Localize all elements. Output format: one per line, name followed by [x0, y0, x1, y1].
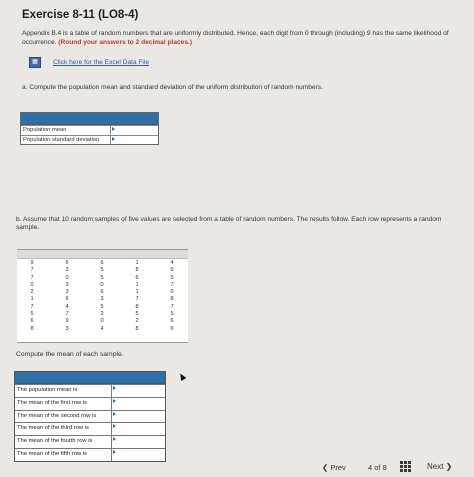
sample-value: 7 [30, 274, 34, 281]
sample-value: 2 [100, 311, 104, 318]
sample-value: 6 [100, 289, 104, 296]
second-row-mean-label: The mean of the second row is [15, 411, 112, 423]
third-row-mean-label: The mean of the third row is [15, 423, 112, 435]
sample-column [132, 260, 142, 333]
samples-table-header [17, 250, 188, 259]
compute-mean-label: Compute the mean of each sample. [16, 351, 124, 358]
prev-button[interactable]: ❮ Prev [322, 463, 346, 472]
sample-value: 3 [65, 289, 69, 296]
sample-value: 7 [170, 281, 174, 288]
sample-value: 3 [65, 325, 69, 332]
rounding-instruction: (Round your answers to 2 decimal places.) [58, 38, 193, 46]
grid-menu-icon[interactable] [400, 461, 411, 472]
table-row [15, 397, 165, 410]
table-row [15, 410, 165, 423]
sample-value: 1 [135, 289, 139, 296]
page-indicator: 4 of 8 [368, 463, 387, 472]
sample-value: 1 [30, 296, 34, 303]
exercise-title: Exercise 8-11 (LO8-4) [22, 9, 139, 21]
sample-value: 6 [170, 325, 174, 332]
sample-value: 2 [30, 289, 34, 296]
population-sd-input[interactable] [111, 136, 158, 145]
sample-value: 6 [170, 318, 174, 325]
excel-file-icon[interactable]: ▦ [29, 57, 41, 68]
sample-value: 0 [100, 318, 104, 325]
mouse-cursor-icon [178, 372, 187, 381]
part-a-question: a. Compute the population mean and standard deviation of the uniform distribution of random numbers. [22, 84, 323, 91]
fourth-row-mean-input[interactable] [112, 436, 165, 448]
sample-value: 0 [100, 281, 104, 288]
sample-value: 9 [30, 260, 34, 266]
input-marker-icon [113, 437, 116, 441]
sample-value: 7 [170, 303, 174, 310]
sample-value: 5 [100, 303, 104, 310]
sample-value: 5 [170, 311, 174, 318]
sample-value: 7 [30, 303, 34, 310]
sample-value: 7 [30, 267, 34, 274]
sample-value: 7 [135, 296, 139, 303]
sample-value: 6 [65, 296, 69, 303]
part-a-table-header [21, 113, 158, 125]
table-row [15, 422, 165, 435]
intro-text [22, 30, 462, 47]
sample-value: 8 [170, 296, 174, 303]
sample-value: 5 [100, 274, 104, 281]
excel-link-row[interactable] [29, 57, 149, 68]
population-mean-row-label: The population mean is [15, 385, 112, 397]
population-mean-input[interactable] [111, 126, 158, 135]
sample-column [27, 260, 37, 333]
input-marker-icon [112, 127, 115, 131]
intro-body: Appendix B.4 is a table of random numbers that are uniformly distributed. Hence, each digit from 0 through (including) 9 has the same likelihood of occurrence. [22, 30, 449, 46]
sample-value: 7 [65, 311, 69, 318]
sample-column [167, 260, 177, 333]
random-samples-table [17, 249, 188, 343]
sample-value: 4 [65, 303, 69, 310]
sample-value: 8 [135, 325, 139, 332]
population-sd-label: Population standard deviation [21, 136, 111, 145]
table-row [15, 435, 165, 448]
fifth-row-mean-label: The mean of the fifth row is [15, 449, 112, 461]
population-mean-answer-input[interactable] [112, 385, 165, 397]
sample-value: 0 [65, 274, 69, 281]
sample-value: 9 [65, 318, 69, 325]
sample-value: 8 [135, 267, 139, 274]
sample-value: 6 [30, 318, 34, 325]
sample-value: 8 [135, 303, 139, 310]
second-row-mean-input[interactable] [112, 411, 165, 423]
table-row [15, 384, 165, 397]
sample-value: 5 [100, 267, 104, 274]
input-marker-icon [113, 412, 116, 416]
part-a-answer-table [20, 112, 159, 145]
table-row [21, 125, 158, 135]
table-row [21, 135, 158, 145]
sample-value: 0 [30, 281, 34, 288]
sample-value: 5 [135, 311, 139, 318]
input-marker-icon [112, 137, 115, 141]
sample-value: 5 [170, 274, 174, 281]
sample-value: 6 [170, 267, 174, 274]
sample-value: 3 [100, 296, 104, 303]
sample-value: 1 [135, 260, 139, 266]
sample-column [97, 260, 107, 333]
first-row-mean-label: The mean of the first row is [15, 398, 112, 410]
sample-value: 4 [100, 325, 104, 332]
input-marker-icon [113, 450, 116, 454]
sample-column [62, 260, 72, 333]
next-button[interactable]: Next ❯ [427, 462, 453, 471]
sample-value: 6 [65, 260, 69, 266]
fourth-row-mean-label: The mean of the fourth row is [15, 436, 112, 448]
population-mean-label: Population mean [21, 126, 111, 135]
excel-data-link[interactable]: Click here for the Excel Data File [53, 59, 150, 66]
footer-navigation [0, 456, 474, 477]
part-b-question: b. Assume that 10 random samples of five values are selected from a table of random numbers. The results follow. Each row represents a random sample. [16, 216, 442, 232]
sample-value: 2 [135, 318, 139, 325]
input-marker-icon [113, 399, 116, 403]
sample-value: 3 [65, 281, 69, 288]
third-row-mean-input[interactable] [112, 423, 165, 435]
input-marker-icon [113, 386, 116, 390]
sample-value: 8 [30, 325, 34, 332]
sample-value: 0 [170, 289, 174, 296]
sample-value: 4 [170, 260, 174, 266]
sample-value: 1 [135, 281, 139, 288]
sample-means-table [14, 371, 166, 462]
first-row-mean-input[interactable] [112, 398, 165, 410]
sample-value: 5 [30, 311, 34, 318]
sample-value: 6 [100, 260, 104, 266]
sample-value: 3 [65, 267, 69, 274]
input-marker-icon [113, 424, 116, 428]
sample-value: 6 [135, 274, 139, 281]
sample-means-header [15, 372, 165, 384]
